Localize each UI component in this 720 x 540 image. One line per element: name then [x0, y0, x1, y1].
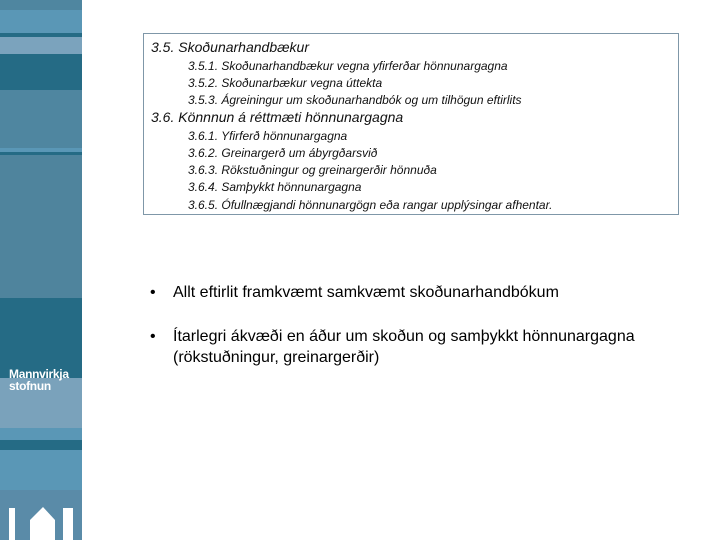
logo	[9, 368, 69, 392]
section-heading: 3.5. Skoðunarhandbækur	[151, 39, 309, 55]
bullet-text: Ítarlegri ákvæði en áður um skoðun og samþykkt hönnunargagna (rökstuðningur, greinargerðir)	[173, 328, 635, 366]
subsection: 3.5.1. Skoðunarhandbækur vegna yfirferðar hönnunargagna	[188, 59, 508, 73]
building-logo-icon	[0, 498, 82, 540]
subsection: 3.6.1. Yfirferð hönnunargagna	[188, 129, 348, 143]
bullet-icon: •	[150, 284, 156, 301]
subsection: 3.6.2. Greinargerð um ábyrgðarsvið	[188, 146, 378, 160]
subsection: 3.6.3. Rökstuðningur og greinargerðir hönnuða	[188, 163, 437, 177]
subsection: 3.6.5. Ófullnægjandi hönnunargögn eða rangar upplýsingar afhentar.	[188, 198, 553, 212]
bullet-icon: •	[150, 328, 156, 345]
subsection: 3.5.2. Skoðunarbækur vegna úttekta	[188, 76, 383, 90]
logo-line1: Mannvirkja	[9, 367, 69, 381]
subsection: 3.5.3. Ágreiningur um skoðunarhandbók og um tilhögun eftirlits	[188, 93, 522, 107]
section-heading: 3.6. Könnnun á réttmæti hönnunargagna	[151, 109, 404, 125]
bullet-text: Allt eftirlit framkvæmt samkvæmt skoðunarhandbókum	[173, 284, 559, 301]
outline-box	[143, 33, 679, 215]
logo-line2: stofnun	[9, 379, 51, 393]
subsection: 3.6.4. Samþykkt hönnunargagna	[188, 180, 362, 194]
sidebar-decoration	[0, 0, 82, 540]
